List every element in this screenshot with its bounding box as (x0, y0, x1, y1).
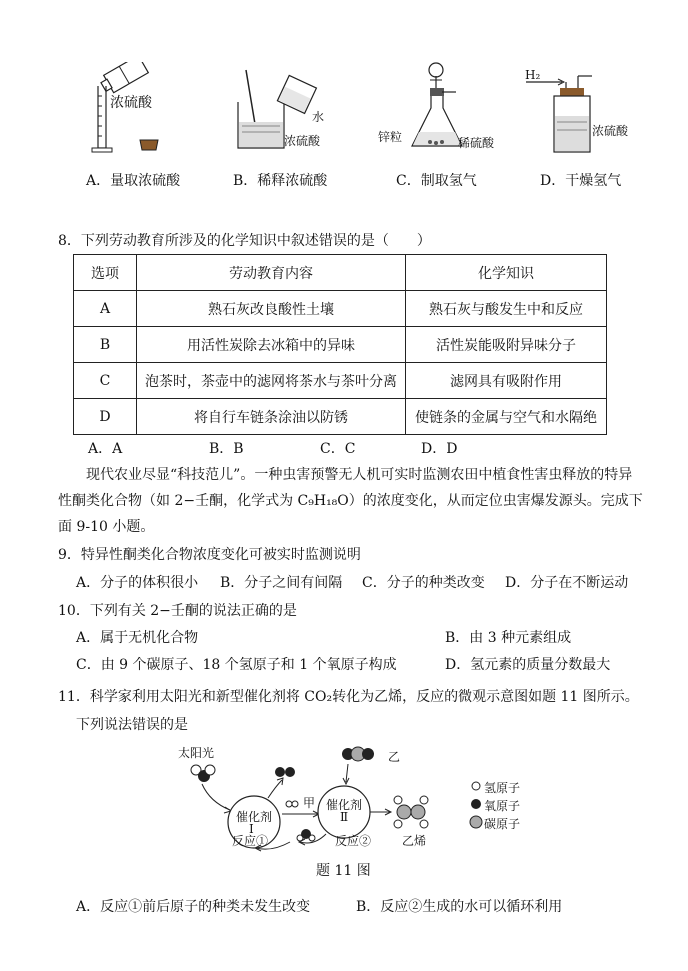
fig-d-acid-label: 浓硫酸 (592, 124, 629, 138)
q11-stem-line-2: 下列说法错误的是 (76, 717, 188, 733)
catalyst2-label: 催化剂 (326, 798, 363, 812)
table-header-cell: 劳动教育内容 (137, 255, 406, 291)
q10-option-d: D．氢元素的质量分数最大 (445, 657, 611, 673)
q8-table (73, 254, 607, 435)
table-cell: 使链条的金属与空气和水隔绝 (406, 399, 607, 435)
table-cell: B (74, 327, 137, 363)
ethylene-label: 乙烯 (402, 834, 427, 848)
table-cell: 将自行车链条涂油以防锈 (137, 399, 406, 435)
table-row (74, 327, 607, 363)
q9-option-a: A．分子的体积很小 (76, 575, 199, 591)
fig-d-h2-label: H₂ (525, 68, 541, 82)
table-header-cell: 化学知识 (406, 255, 607, 291)
legend-oxygen: 氧原子 (484, 799, 521, 813)
q8-stem: 8．下列劳动教育所涉及的化学知识中叙述错误的是（ ） (58, 233, 431, 249)
q8-option-a: A．A (88, 441, 123, 457)
fig-c-acid-label: 稀硫酸 (458, 136, 495, 150)
passage-line-1: 现代农业尽显“科技范儿”。一种虫害预警无人机可实时监测农田中植食性害虫释放的特异 (86, 467, 633, 483)
catalyst2-number: Ⅱ (340, 810, 349, 824)
table-cell: C (74, 363, 137, 399)
q9-option-b: B．分子之间有间隔 (220, 575, 343, 591)
q10-option-b: B．由 3 种元素组成 (445, 630, 572, 646)
fig-c-zinc-label: 锌粒 (378, 130, 403, 144)
table-cell: D (74, 399, 137, 435)
q10-option-a: A．属于无机化合物 (76, 630, 199, 646)
legend-hydrogen: 氢原子 (484, 781, 521, 795)
q8-option-d: D．D (421, 441, 458, 457)
jia-label: 甲 (303, 796, 316, 810)
reaction2-label: 反应② (335, 834, 372, 848)
table-cell: 活性炭能吸附异味分子 (406, 327, 607, 363)
catalyst1-number: Ⅰ (249, 822, 254, 836)
fig-a-caption: A．量取浓硫酸 (86, 173, 181, 189)
table-header-row (74, 255, 607, 291)
table-cell: 泡茶时，茶壶中的滤网将茶水与茶叶分离 (137, 363, 406, 399)
fig-d-caption: D．干燥氢气 (540, 173, 622, 189)
fig-b-caption: B．稀释浓硫酸 (233, 173, 328, 189)
table-cell: 熟石灰与酸发生中和反应 (406, 291, 607, 327)
table-row (74, 291, 607, 327)
table-row (74, 363, 607, 399)
q11-option-b: B．反应②生成的水可以循环利用 (356, 899, 563, 915)
table-row (74, 399, 607, 435)
passage-line-2: 性酮类化合物（如 2−壬酮，化学式为 C₉H₁₈O）的浓度变化，从而定位虫害爆发源头。完成下 (58, 493, 643, 509)
q11-option-a: A．反应①前后原子的种类未发生改变 (76, 899, 311, 915)
table-cell: 熟石灰改良酸性土壤 (137, 291, 406, 327)
q11-stem-line-1: 11．科学家利用太阳光和新型催化剂将 CO₂转化为乙烯，反应的微观示意图如题 11 图所示。 (58, 689, 639, 705)
table-cell: 滤网具有吸附作用 (406, 363, 607, 399)
q11-figure-caption: 题 11 图 (316, 863, 371, 879)
q8-option-c: C．C (320, 441, 356, 457)
catalyst1-label: 催化剂 (236, 810, 273, 824)
graduated-cylinder-figure (84, 62, 174, 162)
sunlight-label: 太阳光 (178, 746, 215, 760)
reaction1-label: 反应① (232, 834, 269, 848)
q9-option-c: C．分子的种类改变 (362, 575, 485, 591)
fig-c-caption: C．制取氢气 (396, 173, 477, 189)
q10-option-c: C．由 9 个碳原子、18 个氢原子和 1 个氧原子构成 (76, 657, 397, 673)
fig-b-acid-label: 浓硫酸 (284, 134, 321, 148)
passage-line-3: 面 9-10 小题。 (58, 519, 155, 535)
legend-carbon: 碳原子 (484, 817, 521, 831)
q9-stem: 9．特异性酮类化合物浓度变化可被实时监测说明 (58, 547, 361, 563)
yi-label: 乙 (388, 750, 401, 764)
fig-a-label: 浓硫酸 (110, 95, 152, 111)
q8-option-b: B．B (209, 441, 244, 457)
table-cell: 用活性炭除去冰箱中的异味 (137, 327, 406, 363)
q9-option-d: D．分子在不断运动 (505, 575, 629, 591)
q10-stem: 10．下列有关 2−壬酮的说法正确的是 (58, 603, 297, 619)
table-cell: A (74, 291, 137, 327)
fig-b-water-label: 水 (312, 110, 325, 124)
table-header-cell: 选项 (74, 255, 137, 291)
